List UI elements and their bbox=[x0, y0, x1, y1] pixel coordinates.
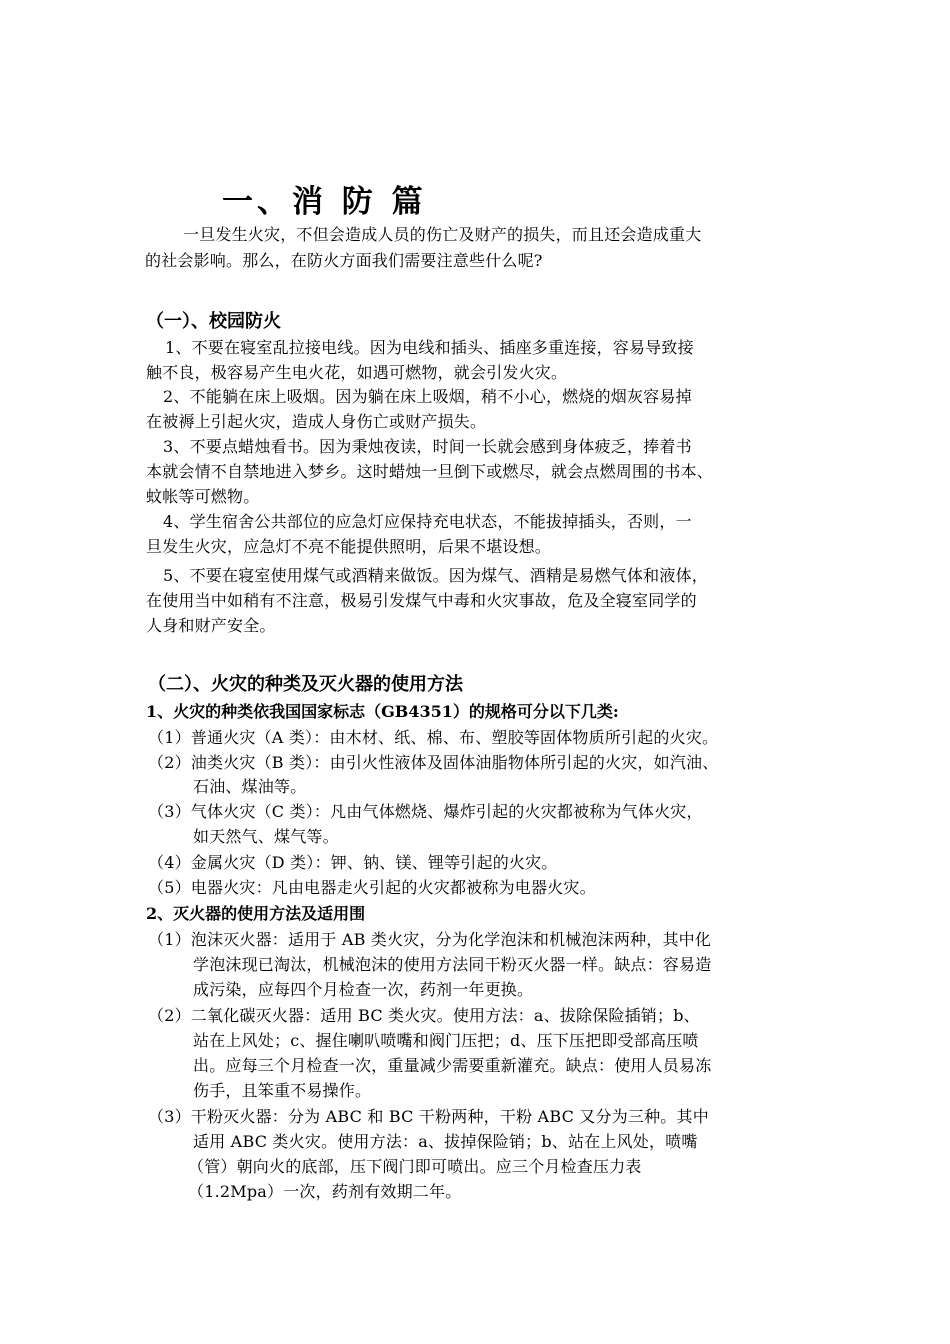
page-title: 一、消 防 篇 bbox=[222, 184, 427, 220]
extinguisher-line: 适用 ABC 类火灾。使用方法：a、拔掉保险销；b、站在上风处，喷嘴 bbox=[193, 1132, 698, 1151]
intro-line: 的社会影响。那么，在防火方面我们需要注意些什么呢? bbox=[145, 251, 543, 270]
extinguisher-line: （管）朝向火的底部，压下阀门即可喷出。应三个月检查压力表 bbox=[188, 1157, 642, 1176]
section1-line: 4、学生宿舍公共部位的应急灯应保持充电状态，不能拔掉插头，否则，一 bbox=[163, 512, 692, 531]
section1-line: 3、不要点蜡烛看书。因为秉烛夜读，时间一长就会感到身体疲乏，捧着书 bbox=[163, 437, 692, 456]
extinguisher-line: 伤手，且笨重不易操作。 bbox=[193, 1081, 372, 1100]
fire-type-line: 如天然气、煤气等。 bbox=[193, 827, 339, 846]
subheading-extinguisher-usage: 2、灭火器的使用方法及适用围 bbox=[146, 904, 366, 923]
section1-line: 2、不能躺在床上吸烟。因为躺在床上吸烟，稍不小心，燃烧的烟灰容易掉 bbox=[163, 387, 692, 406]
extinguisher-line: 学泡沫现已淘汰，机械泡沫的使用方法同干粉灭火器一样。缺点：容易造 bbox=[193, 955, 712, 974]
fire-type-line: （4）金属火灾（D 类）：钾、钠、镁、锂等引起的火灾。 bbox=[148, 853, 558, 872]
section1-line: 1、不要在寝室乱拉接电线。因为电线和插头、插座多重连接，容易导致接 bbox=[165, 338, 694, 357]
fire-type-line: （1）普通火灾（A 类）：由木材、纸、棉、布、塑胶等固体物质所引起的火灾。 bbox=[148, 728, 719, 747]
section1-line: 在被褥上引起火灾，造成人身伤亡或财产损失。 bbox=[146, 412, 487, 431]
section1-line: 在使用当中如稍有不注意，极易引发煤气中毒和火灾事故，危及全寝室同学的 bbox=[146, 591, 697, 610]
extinguisher-line: （1）泡沫灭火器：适用于 AB 类火灾，分为化学泡沫和机械泡沫两种，其中化 bbox=[148, 930, 712, 949]
section1-line: 蚊帐等可燃物。 bbox=[146, 487, 260, 506]
extinguisher-line: （2）二氧化碳灭火器：适用 BC 类火灾。使用方法：a、拔除保险插销；b、 bbox=[148, 1006, 700, 1025]
fire-type-line: 石油、煤油等。 bbox=[193, 777, 307, 796]
extinguisher-line: （1.2Mpa）一次，药剂有效期二年。 bbox=[188, 1182, 462, 1201]
fire-type-line: （3）气体火灾（C 类）：凡由气体燃烧、爆炸引起的火灾都被称为气体火灾， bbox=[148, 802, 703, 821]
intro-line: 一旦发生火灾，不但会造成人员的伤亡及财产的损失，而且还会造成重大 bbox=[183, 225, 702, 244]
extinguisher-line: 出。应每三个月检查一次，重量减少需要重新灌充。缺点：使用人员易冻 bbox=[193, 1056, 712, 1075]
section1-line: 5、不要在寝室使用煤气或酒精来做饭。因为煤气、酒精是易燃气体和液体， bbox=[163, 566, 708, 585]
subheading-fire-types: 1、火灾的种类依我国国家标志（GB4351）的规格可分以下几类: bbox=[146, 702, 619, 721]
section-heading-fire-types-and-extinguishers: （二）、火灾的种类及灭火器的使用方法 bbox=[148, 674, 463, 695]
fire-type-line: （5）电器火灾：凡由电器走火引起的火灾都被称为电器火灾。 bbox=[148, 878, 596, 897]
extinguisher-line: 站在上风处；c、握住喇叭喷嘴和阀门压把；d、压下压把即受部高压喷 bbox=[193, 1031, 699, 1050]
fire-type-line: （2）油类火灾（B 类）：由引火性液体及固体油脂物体所引起的火灾，如汽油、 bbox=[148, 753, 719, 772]
section1-line: 触不良，极容易产生电火花，如遇可燃物，就会引发火灾。 bbox=[146, 363, 568, 382]
section1-line: 本就会情不自禁地进入梦乡。这时蜡烛一旦倒下或燃尽，就会点燃周围的书本、 bbox=[146, 462, 714, 481]
section-heading-campus-fire-prevention: （一）、校园防火 bbox=[146, 311, 281, 332]
section1-line: 人身和财产安全。 bbox=[146, 616, 276, 635]
extinguisher-line: （3）干粉灭火器：分为 ABC 和 BC 干粉两种，干粉 ABC 又分为三种。其中 bbox=[148, 1107, 709, 1126]
section1-line: 旦发生火灾，应急灯不亮不能提供照明，后果不堪设想。 bbox=[146, 537, 552, 556]
extinguisher-line: 成污染，应每四个月检查一次，药剂一年更换。 bbox=[193, 980, 534, 999]
